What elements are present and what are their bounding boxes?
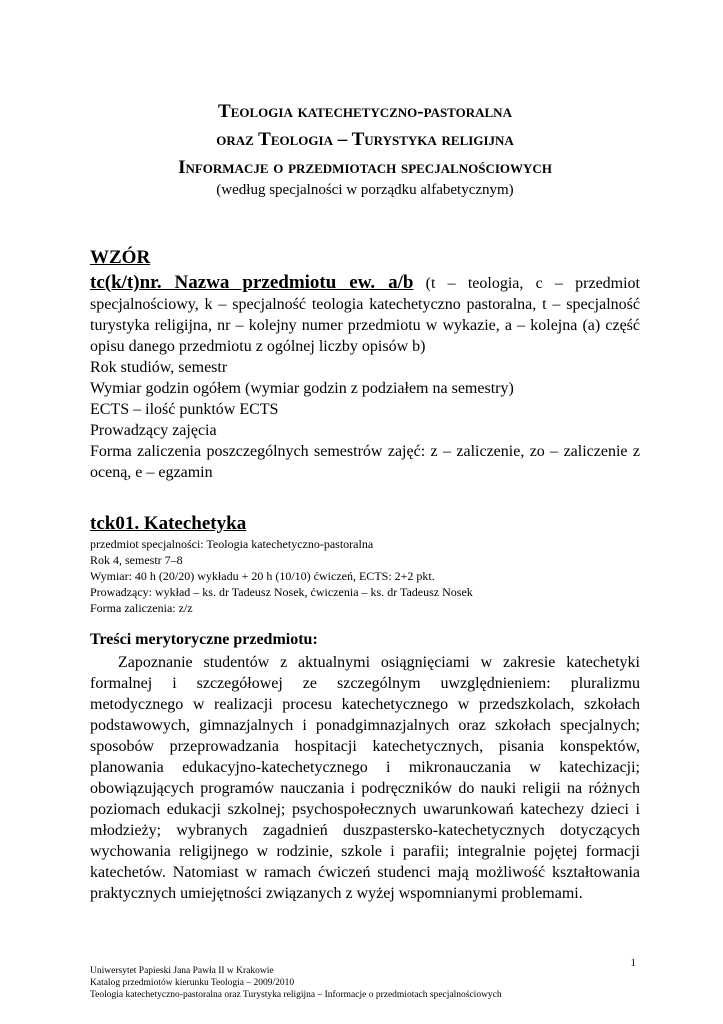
pattern-heading: WZÓR	[90, 247, 151, 268]
course-heading: tck01. Katechetyka	[90, 513, 247, 534]
pattern-line-hours: Wymiar godzin ogółem (wymiar godzin z podziałem na semestry)	[90, 380, 514, 397]
title-line-3: Informacje o przedmiotach specjalnościowych	[178, 157, 552, 178]
pattern-title-description: (t – teologia, c – przedmiot specjalnościowy, k – specjalność teologia katechetyczno pastoralna, t – specjalność turystyka religijna, nr – kolejny numer przedmiotu w wykazie, a – kolejna (a) część opisu danego przedmiotu z ogólnej liczby opisów b)	[90, 275, 640, 355]
footer-university: Uniwersytet Papieski Jana Pawła II w Krakowie	[90, 966, 274, 976]
title-line-2: oraz Teologia – Turystyka religijna	[216, 129, 514, 150]
document-title-block	[90, 98, 640, 200]
footer-catalog: Katalog przedmiotów kierunku Teologia – 2009/2010	[90, 978, 295, 988]
pattern-title-paragraph	[90, 272, 640, 357]
course-assessment: Forma zaliczenia: z/z	[90, 601, 193, 615]
pattern-section	[90, 246, 640, 483]
pattern-line-year: Rok studiów, semestr	[90, 359, 228, 376]
pattern-line-assessment: Forma zaliczenia poszczególnych semestrów zajęć: z – zaliczenie, zo – zaliczenie z oceną, e – egzamin	[90, 443, 640, 481]
title-line-1: Teologia katechetyczno-pastoralna	[218, 101, 512, 122]
pattern-title-bold: tc(k/t)nr. Nazwa przedmiotu ew. a/b	[90, 272, 414, 293]
page-footer	[90, 965, 650, 1001]
content-paragraph: Zapoznanie studentów z aktualnymi osiągnięciami w zakresie katechetyki formalnej i szczegółowej ze szczególnym uwzględnieniem: pluralizmu metodycznego w realizacji procesu katechetycznego w przedszkolach, szkołach podstawowych, gimnazjalnych i ponadgimnazjalnych oraz szkołach specjalnych; sposobów przeprowadzania hospitacji katechetycznych, pisania konspektów, planowania edukacyjno-katechetycznego i mikronauczania w katechizacji; obowiązujących programów nauczania i podręczników do nauki religii na różnych poziomach edukacji szkolnej; psychospołecznych uwarunkowań katechezy dzieci i młodzieży; wybranych zagadnień duszpastersko-katechetycznych dotyczących wychowania religijnego w rodzinie, szkole i parafii; integralnie pojętej formacji katechetów. Natomiast w ramach ćwiczeń studenci mają możliwość kształtowania praktycznych umiejętności związanych z wyżej wspomnianymi problemami.	[90, 654, 640, 902]
page-number: 1	[630, 957, 636, 969]
document-page	[90, 0, 640, 1024]
content-section-title: Treści merytoryczne przedmiotu:	[90, 631, 318, 648]
course-section	[90, 512, 640, 904]
course-hours: Wymiar: 40 h (20/20) wykładu + 20 h (10/10) ćwiczeń, ECTS: 2+2 pkt.	[90, 569, 435, 583]
footer-document-title: Teologia katechetyczno-pastoralna oraz Turystyka religijna – Informacje o przedmiotach specjalnościowych	[90, 990, 502, 1000]
document-subtitle: (według specjalności w porządku alfabetycznym)	[216, 182, 514, 198]
course-year: Rok 4, semestr 7–8	[90, 553, 183, 567]
pattern-line-ects: ECTS – ilość punktów ECTS	[90, 401, 279, 418]
pattern-line-teacher: Prowadzący zajęcia	[90, 422, 217, 439]
course-subject: przedmiot specjalności: Teologia katechetyczno-pastoralna	[90, 537, 374, 551]
course-teachers: Prowadzący: wykład – ks. dr Tadeusz Nosek, ćwiczenia – ks. dr Tadeusz Nosek	[90, 585, 473, 599]
